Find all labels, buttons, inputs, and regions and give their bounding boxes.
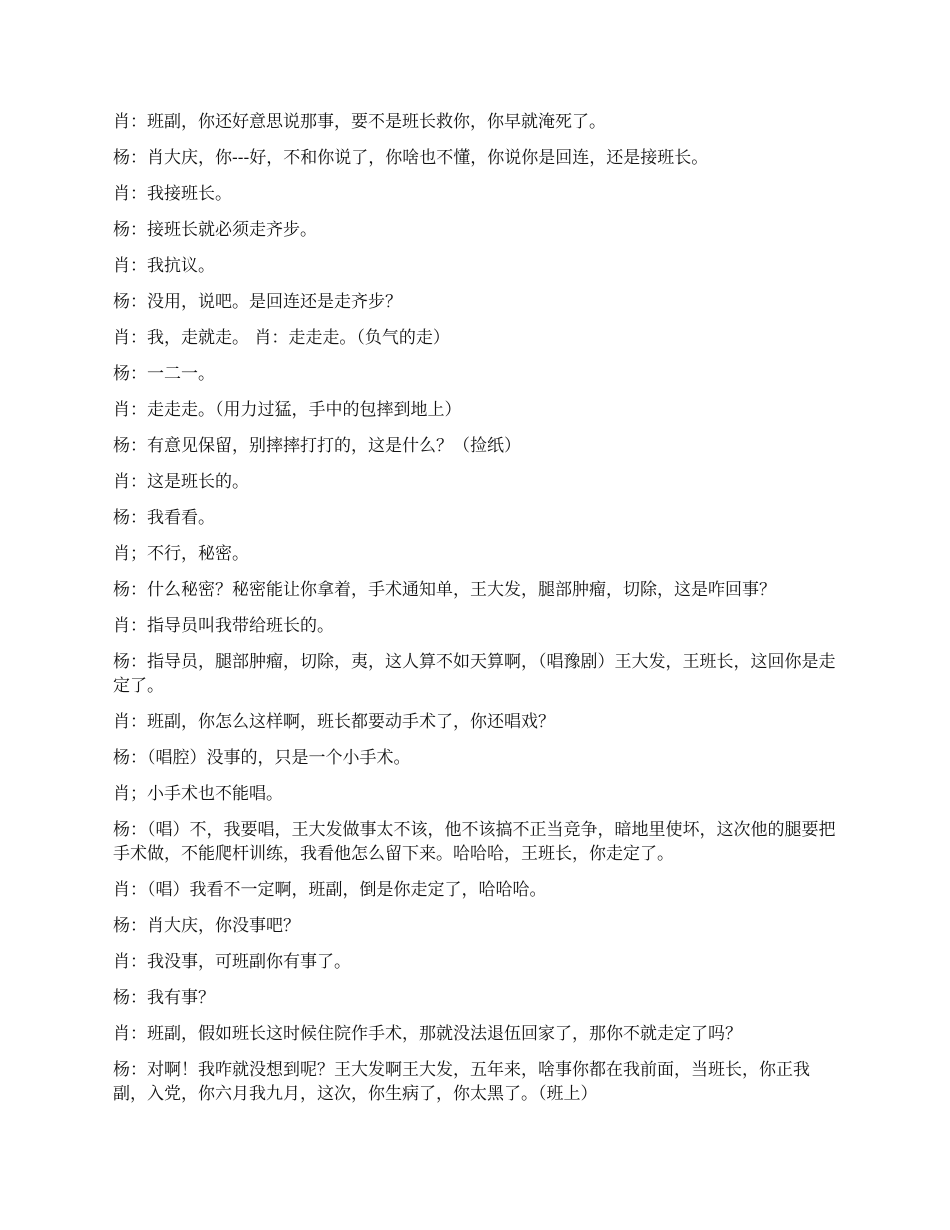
- dialogue-line: 杨：我看看。: [113, 508, 215, 528]
- dialogue-line: 肖：我接班长。: [113, 184, 232, 204]
- dialogue-line: 肖：这是班长的。: [113, 472, 249, 492]
- dialogue-line: 杨：（唱）不，我要唱，王大发做事太不该，他不该搞不正当竞争，暗地里使坏，这次他的腿要把手术做，不能爬杆训练，我看他怎么留下来。哈哈哈，王班长，你走定了。: [113, 820, 836, 864]
- script-body: [113, 110, 841, 1118]
- dialogue-line: 肖；小手术也不能唱。: [113, 784, 283, 804]
- dialogue-line: 杨：一二一。: [113, 364, 215, 384]
- dialogue-line: 杨：接班长就必须走齐步。: [113, 220, 317, 240]
- dialogue-line: 肖：班副，你还好意思说那事，要不是班长救你，你早就淹死了。: [113, 112, 606, 132]
- dialogue-line: 杨：（唱腔）没事的，只是一个小手术。: [113, 748, 411, 768]
- dialogue-line: 肖：（唱）我看不一定啊，班副，倒是你走定了，哈哈哈。: [113, 880, 547, 900]
- dialogue-line: 肖；不行，秘密。: [113, 544, 249, 564]
- dialogue-line: 肖：班副，假如班长这时候住院作手术，那就没法退伍回家了，那你不就走定了吗？: [113, 1024, 742, 1044]
- dialogue-line: 杨：对啊！我咋就没想到呢？王大发啊王大发，五年来，啥事你都在我前面，当班长，你正我副，入党，你六月我九月，这次，你生病了，你太黑了。（班上）: [113, 1060, 810, 1104]
- dialogue-line: 杨：我有事？: [113, 988, 215, 1008]
- dialogue-line: 肖：班副，你怎么这样啊，班长都要动手术了，你还唱戏？: [113, 712, 555, 732]
- dialogue-line: 杨：肖大庆，你---好，不和你说了，你啥也不懂，你说你是回连，还是接班长。: [113, 148, 709, 168]
- dialogue-line: 肖：指导员叫我带给班长的。: [113, 616, 334, 636]
- dialogue-line: 杨：肖大庆，你没事吧？: [113, 916, 300, 936]
- dialogue-line: 肖：我没事，可班副你有事了。: [113, 952, 351, 972]
- dialogue-line: 肖：走走走。（用力过猛，手中的包摔到地上）: [113, 400, 462, 420]
- dialogue-line: 杨：有意见保留，别摔摔打打的，这是什么？（捡纸）: [113, 436, 521, 456]
- dialogue-line: 杨：指导员，腿部肿瘤，切除，夷，这人算不如天算啊，（唱豫剧）王大发，王班长，这回你是走定了。: [113, 652, 836, 696]
- dialogue-line: 杨：没用，说吧。是回连还是走齐步？: [113, 292, 402, 312]
- dialogue-line: 肖：我抗议。: [113, 256, 215, 276]
- dialogue-line: 肖：我，走就走。 肖：走走走。（负气的走）: [113, 328, 450, 348]
- dialogue-line: 杨：什么秘密？秘密能让你拿着，手术通知单，王大发，腿部肿瘤，切除，这是咋回事？: [113, 580, 776, 600]
